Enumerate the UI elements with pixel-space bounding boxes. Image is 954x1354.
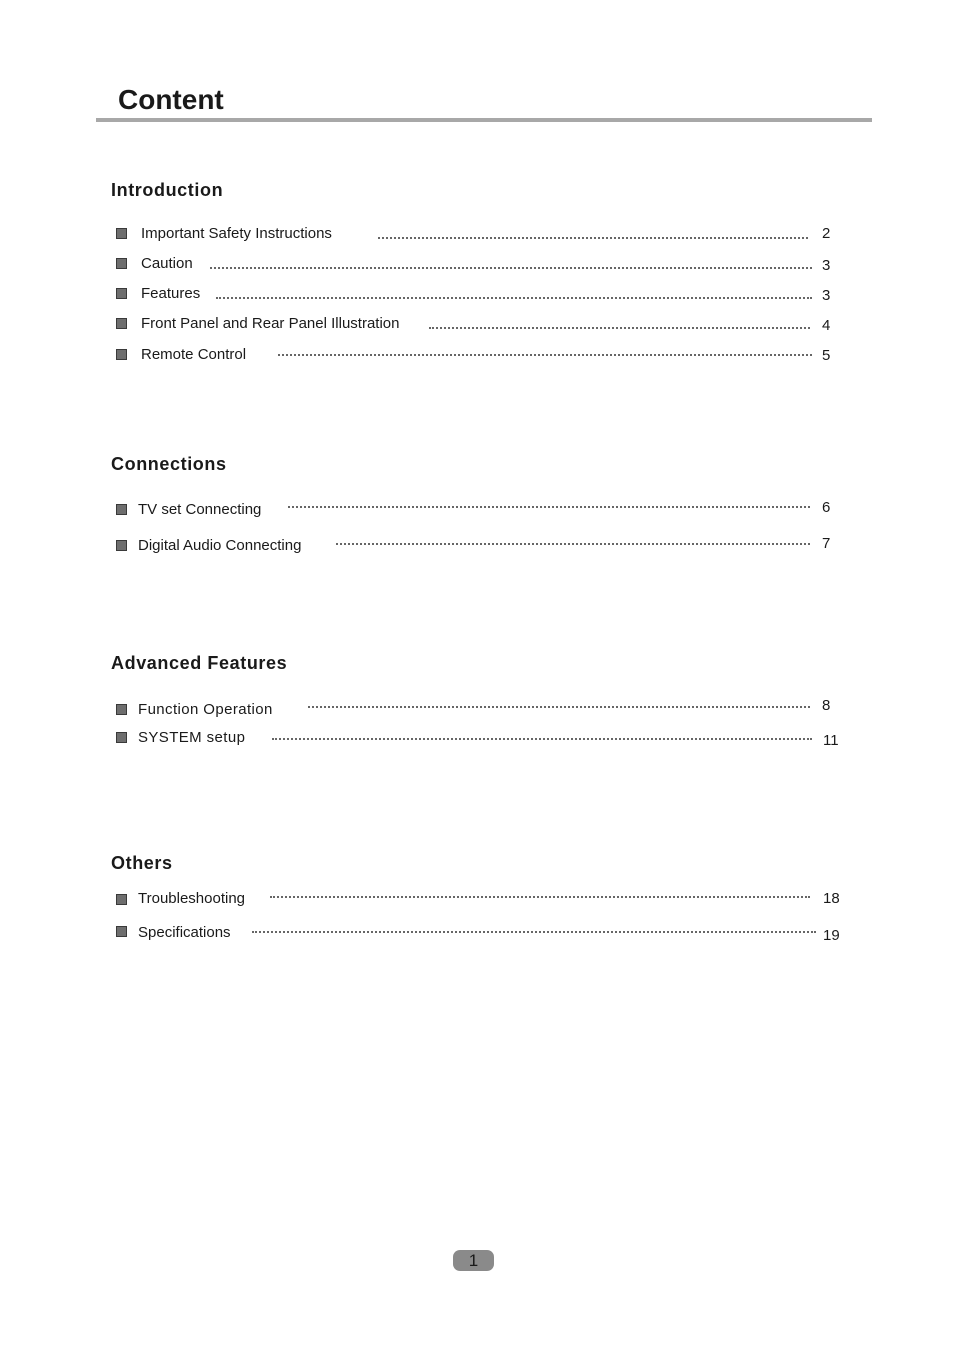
toc-entry-digital-audio-connecting[interactable] (116, 536, 842, 558)
toc-entry-label: Specifications (138, 924, 231, 941)
toc-entry-label: TV set Connecting (138, 501, 262, 518)
dot-leader (278, 354, 812, 356)
toc-entry-label: Function Operation (138, 701, 273, 718)
square-bullet-icon (116, 540, 127, 551)
toc-entry-label: Caution (141, 255, 193, 272)
square-bullet-icon (116, 704, 127, 715)
toc-entry-label: Front Panel and Rear Panel Illustration (141, 315, 400, 332)
square-bullet-icon (116, 732, 127, 743)
dot-leader (216, 297, 812, 299)
toc-entry-function-operation[interactable] (116, 697, 842, 722)
toc-entry-page: 3 (822, 287, 831, 304)
toc-entry-page: 18 (823, 890, 840, 907)
toc-entry-caution[interactable] (116, 254, 842, 276)
square-bullet-icon (116, 288, 127, 299)
toc-entry-page: 7 (822, 535, 831, 552)
square-bullet-icon (116, 926, 127, 937)
square-bullet-icon (116, 258, 127, 269)
toc-entry-label: SYSTEM setup (138, 729, 246, 746)
toc-entry-troubleshooting[interactable] (116, 889, 842, 911)
dot-leader (272, 738, 812, 740)
toc-entry-front-rear-panel[interactable] (116, 314, 842, 336)
toc-entry-label: Digital Audio Connecting (138, 537, 302, 554)
square-bullet-icon (116, 228, 127, 239)
toc-entry-page: 8 (822, 697, 831, 714)
toc-entry-page: 4 (822, 317, 831, 334)
section-heading-advanced-features: Advanced Features (111, 653, 288, 673)
toc-entry-label: Important Safety Instructions (141, 225, 332, 242)
square-bullet-icon (116, 894, 127, 905)
square-bullet-icon (116, 504, 127, 515)
toc-entry-page: 6 (822, 499, 831, 516)
dot-leader (336, 543, 810, 545)
toc-entry-important-safety-instructions[interactable] (116, 224, 842, 246)
section-heading-others: Others (111, 853, 173, 873)
toc-entry-tv-set-connecting[interactable] (116, 500, 842, 522)
title-divider (96, 118, 872, 122)
toc-entry-label: Troubleshooting (138, 890, 246, 907)
dot-leader (270, 896, 810, 898)
dot-leader (252, 931, 816, 933)
toc-entry-page: 11 (823, 732, 839, 749)
toc-entry-specifications[interactable] (116, 923, 842, 945)
toc-entry-page: 3 (822, 257, 831, 274)
page-title: Content (118, 84, 224, 115)
dot-leader (210, 267, 812, 269)
page-number-badge: 1 (453, 1250, 494, 1271)
dot-leader (378, 237, 808, 239)
toc-entry-page: 5 (822, 347, 831, 364)
section-heading-connections: Connections (111, 454, 227, 474)
dot-leader (429, 327, 810, 329)
toc-entry-system-setup[interactable] (116, 728, 842, 750)
toc-entry-remote-control[interactable] (116, 345, 842, 367)
section-heading-introduction: Introduction (111, 180, 224, 200)
toc-entry-label: Remote Control (141, 346, 247, 363)
dot-leader (288, 506, 810, 508)
toc-entry-features[interactable] (116, 284, 842, 306)
square-bullet-icon (116, 318, 127, 329)
dot-leader (308, 706, 810, 708)
toc-entry-label: Features (141, 285, 201, 302)
toc-entry-page: 2 (822, 225, 831, 242)
square-bullet-icon (116, 349, 127, 360)
toc-entry-page: 19 (823, 927, 840, 944)
